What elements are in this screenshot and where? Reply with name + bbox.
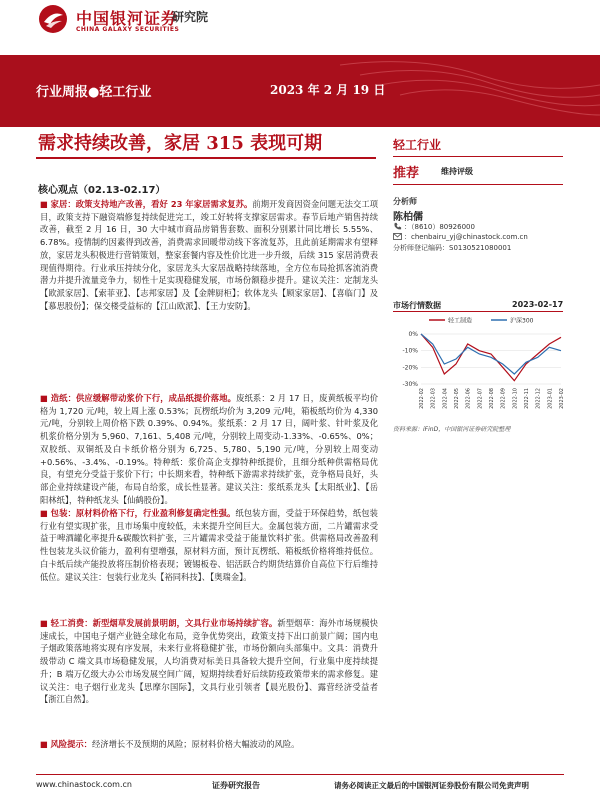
footer-divider	[36, 774, 564, 775]
footer-disclaimer: 请务必阅读正文最后的中国银河证券股份有限公司免责声明	[334, 781, 529, 790]
x-tick-label: 2022-07	[477, 388, 484, 409]
footer-report-label: 证券研究报告	[212, 781, 260, 790]
rating-label: 维持评级	[441, 167, 473, 176]
y-tick-label: -20%	[402, 364, 418, 372]
chart-source: 资料来源：iFinD，中国银河证券研究院整理	[393, 426, 511, 433]
title-divider	[36, 157, 376, 159]
x-tick-label: 2022-05	[454, 388, 460, 409]
x-tick-label: 2022-02	[419, 388, 425, 409]
sidebar-divider	[393, 156, 563, 157]
y-tick-label: -30%	[402, 381, 418, 388]
analyst-name: 陈柏儒	[393, 212, 423, 223]
bullet-icon: ■	[40, 393, 51, 403]
paragraph-risk: ■ 风险提示：经济增长不及预期的风险；原材料价格大幅波动的风险。	[40, 739, 300, 749]
chart-title: 市场行情数据	[393, 301, 441, 310]
bullet-icon: ■	[40, 618, 51, 628]
x-tick-label: 2022-09	[500, 388, 507, 409]
core-view-heading: 核心观点（02.13-02.17）	[38, 185, 166, 196]
y-tick-label: -10%	[402, 347, 418, 355]
bullet-icon: ■	[40, 508, 51, 518]
report-date: 2023 年 2 月 19 日	[270, 83, 386, 97]
logo-institute: 研究院	[172, 10, 209, 24]
x-tick-label: 2022-04	[442, 388, 449, 409]
paragraph-packaging: ■ 包装：原材料价格下行，行业盈利修复确定性强。纸包装方面，受益于环保趋势，纸包装行业有望实现扩张，且市场集中度较低，未来提升空间巨大。金属包装方面，二片罐需求受益于啤酒罐化率提升&碳酸饮料扩张，三片罐需求受益于能量饮料扩张。供需格局改善盈利性包装龙头议价能力，盈利有望增强，原材料方面，预计瓦楞纸、箱板纸价格将维持低位。白卡纸后续产能投放将压制价格表现；镀锡板卷、铝活跃合约期货结算价自高位下行后维持低位。建议关注：包装行业龙头【裕同科技】、【奥瑞金】。	[40, 508, 378, 582]
phone-icon	[393, 222, 402, 231]
paragraph-paper: ■ 造纸：供应缓解带动浆价下行，成品纸提价落地。废纸系：2 月 17 日，废黄纸板平均价格为 1,720 元/吨，较上周上涨 0.53%；瓦楞纸均价为 3,209 元/吨，箱板纸均价为 4,330 元/吨，分别较上周价格下跌 0.39%、0.94%。浆纸系：2 月 17 日，阔叶浆、针叶浆及化机浆价格分别为 5,960、7,161、5,408 元/吨，分别较上周变动-1.33%、-0.65%、0%；双胶纸、双铜纸及白卡纸价格分别为 6,725、5,780、5,190 元/吨，分别较上周变动+0.56%、-3.4%、-0.19%。特种纸：浆价高企支撑特种纸提价，且细分纸种供需格局优良，有望充分受益于浆价下行；中长期来看，特种纸下游需求持续扩张，竞争格局良好，头部企业持续建设产能，布局自给浆，成长性显著。建议关注：浆纸系龙头【太阳纸业】、【岳阳林纸】，特种纸龙头【仙鹤股份】。	[40, 393, 378, 505]
bullet-icon: ■	[40, 199, 51, 209]
footer-website-link[interactable]: www.chinastock.com.cn	[36, 780, 132, 789]
paragraph-home-furnishing: ■ 家居：政策支持地产改善，看好 23 年家居需求复苏。前期开发商因资金问题无法交工项目，政策支持下融资端修复持续促进完工，竣工好转将支撑家居需求。春节后地产销售持续改善，截至 2 月 16 日，30 大中城市商品房销售套数、面积分别累计同比增长 5.55%、6.78%。疫情制约因素得到改善，消费需求回暖带动线下客流复苏，且此前延期需求有望释放，家居龙头积极进行营销策划，整家套餐内容及性价比进一步升级，后续 315 家居消费表现值得期待。行业承压持续分化，家居龙头大家居战略持续落地，全方位布局抢抓客流消费潜力并提升流量竞争力，韧性十足实现稳健发展，市场份额稳步提升。建议关注：定制龙头【欧派家居】、【索菲亚】、【志邦家居】及【金牌厨柜】；软体龙头【顾家家居】、【喜临门】及【慕思股份】；保交楼受益标的【江山欧派】、【王力安防】。	[40, 199, 378, 311]
x-tick-label: 2022-08	[489, 388, 495, 409]
x-tick-label: 2022-11	[524, 388, 530, 409]
legend-label-1: 沪深300	[510, 317, 534, 325]
bullet-icon: ■	[40, 739, 51, 749]
analyst-license: 分析师登记编码：S0130521080001	[393, 244, 512, 252]
paragraph-light-consumption: ■ 轻工消费：新型烟草发展前景明朗，文具行业市场持续扩容。新型烟草：海外市场规模快速成长，中国电子烟产业链全球化布局，竞争优势突出，政策支持下出口前景广阔；国内电子烟政策落地将实现有序发展，未来行业将稳健扩张，市场份额向头部集中。文具：消费升级带动 C 端文具市场稳健发展，人均消费对标美日具备较大提升空间，行业集中度持续提升；B 端万亿级大办公市场发展空间广阔，短期持续看好后续防疫政策带来的需求修复。建议关注：电子烟行业龙头【思摩尔国际】，文具行业引领者【晨光股份】、露营经济受益者【浙江自然】。	[40, 618, 378, 705]
recommendation-label: 推荐	[393, 166, 420, 181]
mail-icon	[393, 233, 402, 240]
analyst-heading: 分析师	[393, 197, 417, 206]
logo-chinese: 中国银河证券	[76, 9, 179, 28]
x-tick-label: 2022-03	[430, 388, 437, 409]
legend-label-0: 轻工制造	[448, 317, 473, 325]
analyst-phone: ：（8610）80926000	[404, 223, 475, 231]
report-type: 行业周报●轻工行业	[36, 85, 152, 100]
sidebar-industry: 轻工行业	[393, 138, 442, 152]
x-tick-label: 2022-06	[465, 388, 472, 409]
chart-date: 2023-02-17	[512, 300, 564, 309]
analyst-email[interactable]: ：chenbairu_yj@chinastock.com.cn	[404, 233, 528, 241]
market-chart	[393, 312, 565, 422]
sidebar-divider	[393, 184, 563, 185]
x-tick-label: 2022-10	[512, 388, 519, 409]
x-tick-label: 2023-01	[547, 388, 554, 409]
x-tick-label: 2023-02	[559, 388, 565, 409]
logo-english: CHINA GALAXY SECURITIES	[76, 26, 180, 33]
x-tick-label: 2022-12	[535, 388, 542, 409]
y-tick-label: 0%	[408, 331, 418, 338]
page-title: 需求持续改善，家居 315 表现可期	[38, 133, 323, 154]
galaxy-logo-icon	[38, 4, 68, 34]
